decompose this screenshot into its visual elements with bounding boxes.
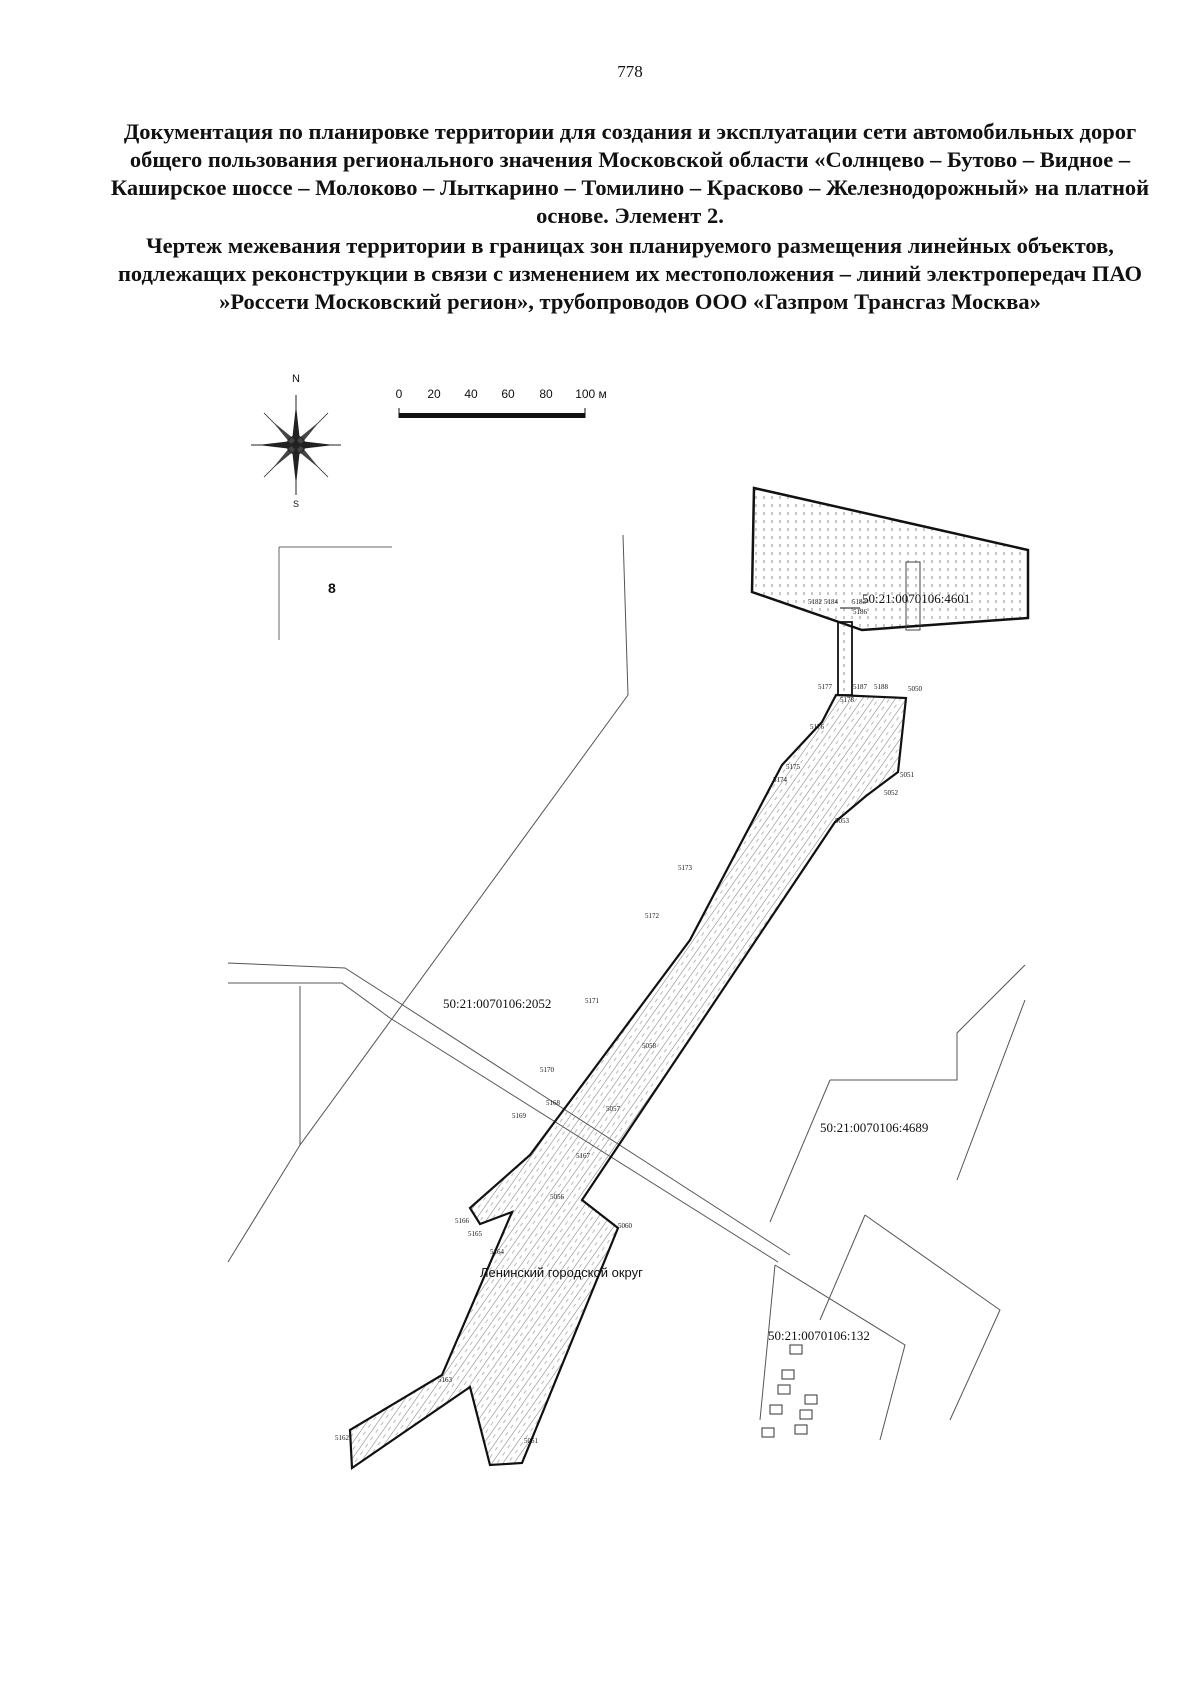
page-number: 778 — [617, 62, 643, 81]
point-5187: 5187 — [853, 683, 867, 691]
point-5173: 5173 — [678, 864, 692, 872]
point-5165: 5165 — [468, 1230, 482, 1238]
point-5171: 5171 — [585, 997, 599, 1005]
point-5169: 5169 — [512, 1112, 526, 1120]
point-5184: 5184 — [824, 598, 838, 606]
scale-label-100: 100 м — [575, 387, 607, 401]
point-5177: 5177 — [818, 683, 832, 691]
point-5164: 5164 — [490, 1248, 504, 1256]
point-5061: 5061 — [524, 1437, 538, 1445]
corridor-fill — [350, 695, 906, 1468]
scale-label-20: 20 — [427, 387, 441, 401]
parcel-label-4689: 50:21:0070106:4689 — [820, 1120, 929, 1135]
scale-label-60: 60 — [501, 387, 515, 401]
point-5057: 5057 — [606, 1105, 620, 1113]
buildings — [762, 1345, 817, 1437]
parcel-label-132: 50:21:0070106:132 — [768, 1328, 870, 1343]
point-5162: 5162 — [335, 1434, 349, 1442]
compass-north-label: N — [292, 373, 300, 385]
scale-label-40: 40 — [464, 387, 478, 401]
scale-label-80: 80 — [539, 387, 553, 401]
point-5050: 5050 — [908, 685, 922, 693]
point-5167: 5167 — [576, 1152, 590, 1160]
point-5175: 5175 — [786, 763, 800, 771]
point-5170: 5170 — [540, 1066, 554, 1074]
parcel-label-4601: 50:21:0070106:4601 — [862, 591, 971, 606]
scale-bar — [396, 387, 607, 418]
point-5058: 5058 — [642, 1042, 656, 1050]
title-main: Документация по планировке территории для создания и эксплуатации сети автомобильных дорог общего пользования регионального значения Московской области «Солнцево – Бутово – Видное – Каширское шоссе – Молоково – Лыткарино – Томилино – Красково – Железнодорожный» на платной основе. Элемент 2. — [110, 119, 1150, 228]
parcel-4601-area — [752, 488, 1028, 630]
point-5182: 5182 — [808, 598, 822, 606]
corridor-neck — [838, 622, 852, 695]
point-5176: 5176 — [810, 723, 824, 731]
point-5056: 5056 — [550, 1193, 564, 1201]
point-5172: 5172 — [645, 912, 659, 920]
parcel-boundaries — [228, 535, 1025, 1440]
zone-number: 8 — [328, 580, 336, 596]
title-subtitle: Чертеж межевания территории в границах зон планируемого размещения линейных объектов, подлежащих реконструкции в связи с изменением их местоположения – линий электропередач ПАО »Россети Московский регион», трубопроводов ООО «Газпром Трансгаз Москва» — [117, 233, 1143, 314]
point-5051: 5051 — [900, 771, 914, 779]
point-5060: 5060 — [618, 1222, 632, 1230]
point-5166: 5166 — [455, 1217, 469, 1225]
compass-rose-icon — [251, 395, 341, 495]
municipality-label: Ленинский городской округ — [480, 1265, 643, 1280]
point-5186: 5186 — [853, 608, 867, 616]
point-5174: 5174 — [773, 776, 787, 784]
point-5188: 5188 — [874, 683, 888, 691]
point-5178: 5178 — [840, 696, 854, 704]
point-5053: 5053 — [835, 817, 849, 825]
point-5168: 5168 — [546, 1099, 560, 1107]
point-5183: 5183 — [852, 598, 866, 606]
compass-south-label: S — [292, 499, 300, 509]
point-5163: 5163 — [438, 1376, 452, 1384]
point-5052: 5052 — [884, 789, 898, 797]
parcel-label-2052: 50:21:0070106:2052 — [443, 996, 552, 1011]
scale-label-0: 0 — [395, 387, 403, 401]
